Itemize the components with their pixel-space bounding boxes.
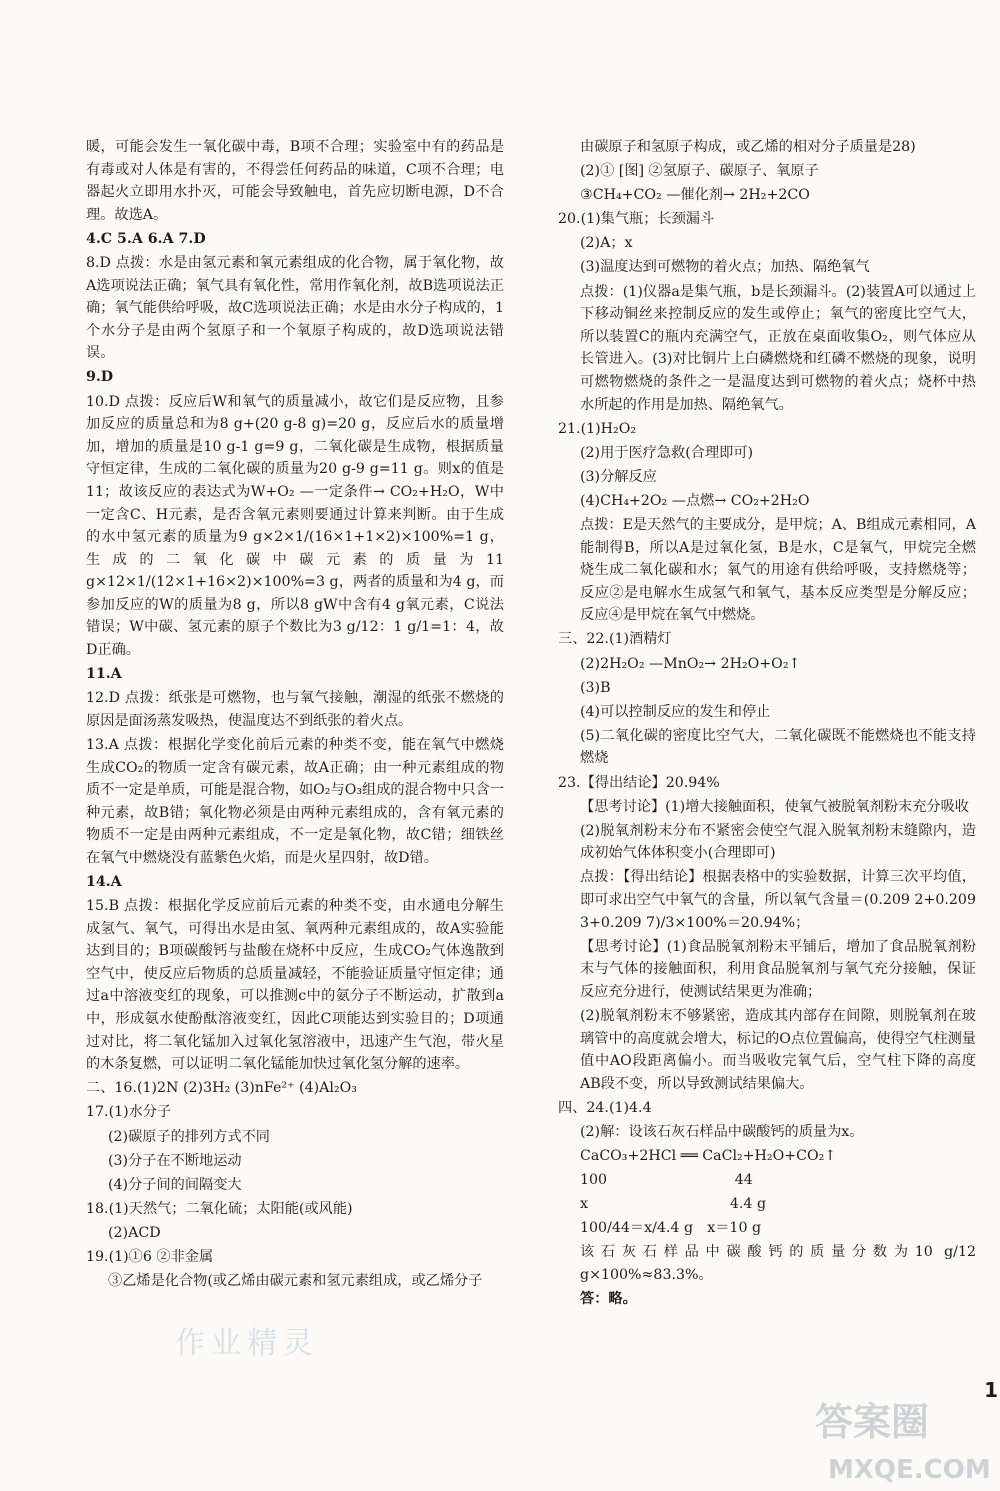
answer-line: (4)分子间的间隔变大 — [108, 1176, 242, 1193]
answer-paragraph: 15.B 点拨：根据化学反应前后元素的种类不变，由水通电分解生成氢气、氧气，可得出水是由氢、氧两种元素组成的，故A实验能达到目的；B项碳酸钙与盐酸在烧杯中反应，生成CO₂气体逸散到空气中，使反应后物质的总质量减轻，不能验证质量守恒定律；通过a中溶液变红的现象，可以推测c中的氨分子不断运动，扩散到a中，形成氨水使酚酞溶液变红，因此C项能达到实验目的；D项通过对比，将二氧化锰加入过氧化氢溶液中，迅速产生气泡，带火星的木条复燃，可以证明二氧化锰能加快过氧化氢分解的速率。 — [86, 898, 504, 1073]
answer-line: (2)解：设该石灰石样品中碳酸钙的质量为x。 — [580, 1123, 864, 1140]
answer-line: (3)分解反应 — [580, 468, 657, 485]
answer-paragraph: 13.A 点拨：根据化学变化前后元素的种类不变，能在氧气中燃烧生成CO₂的物质一定含有碳元素，故A正确；由一种元素组成的物质不一定是单质，可能是混合物，如O₂与O₃组成的混合物中只含一种元素，故B错；氧化物必须是由两种元素组成的，含有氧元素的物质不一定是由两种元素组成，不一定是氧化物，故C错；细铁丝在氧气中燃烧没有蓝紫色火焰，而是火星四射，故D错。 — [86, 736, 504, 866]
answer-line: 三、22.(1)酒精灯 — [558, 631, 672, 648]
answer-line: (3)B — [580, 679, 611, 696]
answer-line: (4)CH₄+2O₂ —点燃→ CO₂+2H₂O — [580, 492, 810, 509]
answer-paragraph: (5)二氧化碳的密度比空气大，二氧化碳既不能燃烧也不能支持燃烧 — [580, 727, 976, 767]
answer-paragraph: (2)脱氧剂粉末分布不紧密会使空气混入脱氧剂粉末缝隙内，造成初始气体体积变小(合理即可) — [580, 822, 976, 862]
answer-paragraph: (2)脱氧剂粉末不够紧密，造成其内部存在间隙，则脱氧剂在玻璃管中的高度就会增大，标记的O点位置偏高，使得空气柱测量值中AO段距离偏小。而当吸收完氧气后，空气柱下降的高度AB段不变，所以导致测试结果偏大。 — [580, 1007, 976, 1092]
left-watermark: 作业精灵 — [175, 1326, 319, 1361]
answer-line: 由碳原子和氢原子构成，或乙烯的相对分子质量是28) — [580, 139, 916, 155]
answer-line: 答：略。 — [580, 1291, 637, 1308]
answer-paragraph: 12.D 点拨：纸张是可燃物，也与氧气接触，潮湿的纸张不燃烧的原因是面汤蒸发吸热，使温度达不到纸张的着火点。 — [86, 690, 504, 729]
answer-line: (2)① [图] ②氢原子、碳原子、氧原子 — [580, 163, 819, 180]
watermark-logo — [810, 1390, 991, 1490]
answer-paragraph: 8.D 点拨：水是由氢元素和氧元素组成的化合物，属于氧化物，故A选项说法正确；氧气具有氧化性，常用作氧化剂，故B选项说法正确；氧气能供给呼吸，故C选项说法正确；水是由水分子构成的，1个水分子是由两个氢原子和一个氧原子构成的，故D选项说法错误。 — [86, 254, 504, 362]
answer-paragraph: 点拨：(1)仪器a是集气瓶，b是长颈漏斗。(2)装置A可以通过上下移动铜丝来控制反应的发生或停止；氧气的密度比空气大，所以装置C的瓶内充满空气，正放在桌面收集O₂，则气体应从长管进入。(3)对比铜片上白磷燃烧和红磷不燃烧的现象，说明可燃物燃烧的条件之一是温度达到可燃物的着火点；烧杯中热水所起的作用是加热、隔绝氧气。 — [580, 283, 976, 413]
answer-line: 该石灰石样品中碳酸钙的质量分数为10 g/12 g×100%≈83.3%。 — [580, 1244, 976, 1283]
left-column — [86, 136, 504, 1294]
equation-line: x 4.4 g — [580, 1196, 767, 1213]
page-number: 1 — [984, 1378, 998, 1402]
answer-paragraph: 暖，可能会发生一氧化碳中毒，B项不合理；实验室中有的药品是有毒或对人体是有害的，不得尝任何药品的味道，C项不合理；电器起火立即用水扑灭，可能会导致触电，首先应切断电源，D不合理。故选A。 — [86, 139, 504, 223]
answer-paragraph: 10.D 点拨：反应后W和氧气的质量减小，故它们是反应物，且参加反应的质量总和为8 g+(20 g-8 g)=20 g，反应后水的质量增加，增加的质量是10 g-1 g=9 g，二氧化碳是生成物，根据质量守恒定律，生成的二氧化碳的质量为20 g-9 g=11 g。则x的值是11；故该反应的表达式为W+O₂ —一定条件→ CO₂+H₂O，W中一定含C、H元素，是否含氧元素则要通过计算来判断。由于生成的水中氢元素的质量为9 g×2×1/(16×1+1×2)×100%=1 g，生成的二氧化碳中碳元素的质量为11 g×12×1/(12×1+16×2)×100%=3 g，两者的质量和为4 g，而参加反应的W的质量为8 g，所以8 gW中含有4 g氧元素，C说法错误；W中碳、氢元素的原子个数比为3 g/12：1 g/1=1：4，故D正确。 — [86, 393, 504, 659]
svg-text:MXQE.COM: MXQE.COM — [828, 1455, 991, 1485]
equation-line: CaCO₃+2HCl ══ CaCl₂+H₂O+CO₂↑ — [580, 1148, 837, 1165]
answer-paragraph: 【思考讨论】(1)食品脱氧剂粉末平铺后，增加了食品脱氧剂粉末与气体的接触面积，利用食品脱氧剂与氧气充分接触，保证反应充分进行，使测试结果更为准确； — [580, 938, 976, 1000]
answer-line: 11.A — [86, 666, 122, 683]
answer-line: 【思考讨论】(1)增大接触面积，使氧气被脱氧剂粉末充分吸收 — [580, 798, 969, 815]
answer-line: ③乙烯是化合物(或乙烯由碳元素和氢元素组成，或乙烯分子 — [108, 1273, 483, 1290]
answer-line: 19.(1)①6 ②非金属 — [86, 1249, 214, 1265]
answer-line: 四、24.(1)4.4 — [558, 1099, 652, 1116]
answer-line: (2)碳原子的排列方式不同 — [108, 1128, 270, 1145]
answer-line: (3)温度达到可燃物的着火点；加热、隔绝氧气 — [580, 259, 870, 276]
equation-line: 100/44＝x/4.4 g x＝10 g — [580, 1220, 762, 1237]
answer-line: (2)用于医疗急救(合理即可) — [580, 444, 754, 461]
answer-line: (2)2H₂O₂ —MnO₂→ 2H₂O+O₂↑ — [580, 655, 801, 672]
answer-line: 23.【得出结论】20.94% — [558, 774, 720, 791]
answer-line: (2)ACD — [108, 1224, 161, 1241]
answer-line: 20.(1)集气瓶；长颈漏斗 — [558, 211, 715, 228]
svg-text:答案圈: 答案圈 — [815, 1400, 930, 1444]
answer-line: 17.(1)水分子 — [86, 1104, 172, 1121]
answer-line: (3)分子在不断地运动 — [108, 1152, 242, 1169]
answer-line: 9.D — [86, 369, 114, 386]
answer-paragraph: 点拨：E是天然气的主要成分，是甲烷；A、B组成元素相同，A能制得B，所以A是过氧化氢，B是水，C是氧气，甲烷完全燃烧生成二氧化碳和水；氧气的用途有供给呼吸，支持燃烧等；反应②是电解水生成氢气和氧气，基本反应类型是分解反应；反应④是甲烷在氧气中燃烧。 — [580, 517, 976, 624]
equation-line: 100 44 — [580, 1172, 753, 1189]
answer-line: 4.C 5.A 6.A 7.D — [86, 230, 206, 247]
answer-line: 18.(1)天然气；二氧化硫；太阳能(或风能) — [86, 1200, 353, 1217]
answer-line: 21.(1)H₂O₂ — [558, 420, 637, 437]
right-column — [558, 136, 976, 1312]
answer-line: 14.A — [86, 874, 122, 890]
answer-line: (4)可以控制反应的发生和停止 — [580, 703, 771, 720]
answer-line: (2)A；x — [580, 235, 633, 252]
answer-line: 二、16.(1)2N (2)3H₂ (3)nFe²⁺ (4)Al₂O₃ — [86, 1080, 357, 1097]
answer-line: ③CH₄+CO₂ —催化剂→ 2H₂+2CO — [580, 187, 810, 204]
answer-paragraph: 点拨：【得出结论】根据表格中的实验数据，计算三次平均值，即可求出空气中氧气的含量，所以氧气含量＝(0.209 2+0.209 3+0.209 7)/3×100%＝20.94%； — [580, 869, 976, 931]
